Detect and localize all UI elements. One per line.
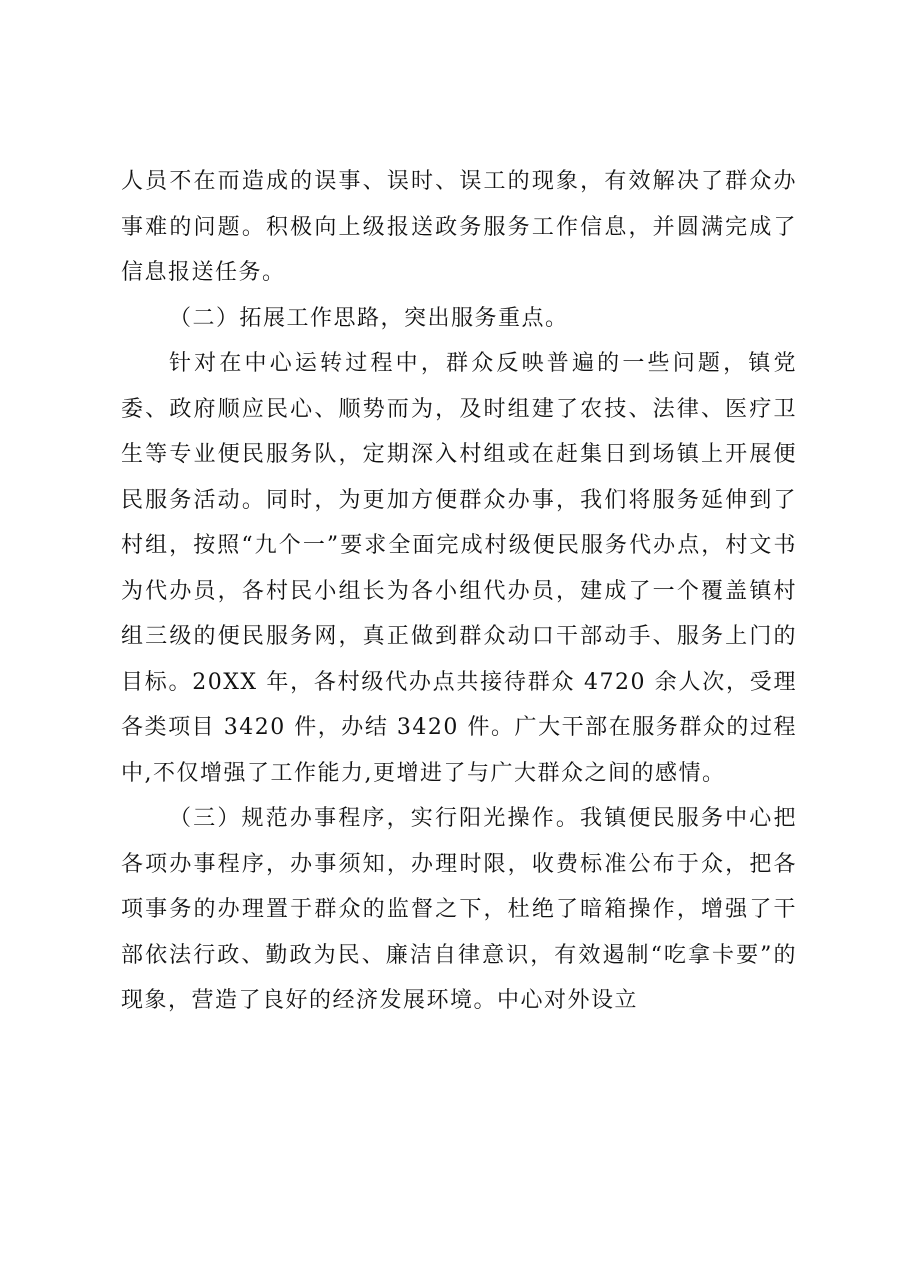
section-heading-2: （二）拓展工作思路，突出服务重点。 (169, 305, 569, 331)
paragraph-continuation: 人员不在而造成的误事、误时、误工的现象，有效解决了群众办事难的问题。积极向上级报送政务服务工作信息，并圆满完成了信息报送任务。 (121, 169, 797, 285)
body-text (121, 159, 797, 1024)
paragraph-service-teams: 针对在中心运转过程中，群众反映普遍的一些问题，镇党委、政府顺应民心、顺势而为，及时组建了农技、法律、医疗卫生等专业便民服务队，定期深入村组或在赶集日到场镇上开展便民服务活动。同时，为更加方便群众办事，我们将服务延伸到了村组，按照“九个一”要求全面完成村级便民服务代办点，村文书为代办员，各村民小组长为各小组代办员，建成了一个覆盖镇村组三级的便民服务网，真正做到群众动口干部动手、服务上门的目标。20XX 年，各村级代办点共接待群众 4720 余人次，受理各类项目 3420 件，办结 3420 件。广大干部在服务群众的过程中,不仅增强了工作能力,更增进了与广大群众之间的感情。 (121, 351, 797, 786)
section-heading-3-paragraph: （三）规范办事程序，实行阳光操作。我镇便民服务中心把各项办事程序，办事须知，办理时限，收费标准公布于众，把各项事务的办理置于群众的监督之下，杜绝了暗箱操作，增强了干部依法行政、勤政为民、廉洁自律意识，有效遏制“吃拿卡要”的现象，营造了良好的经济发展环境。中心对外设立 (121, 806, 797, 1013)
